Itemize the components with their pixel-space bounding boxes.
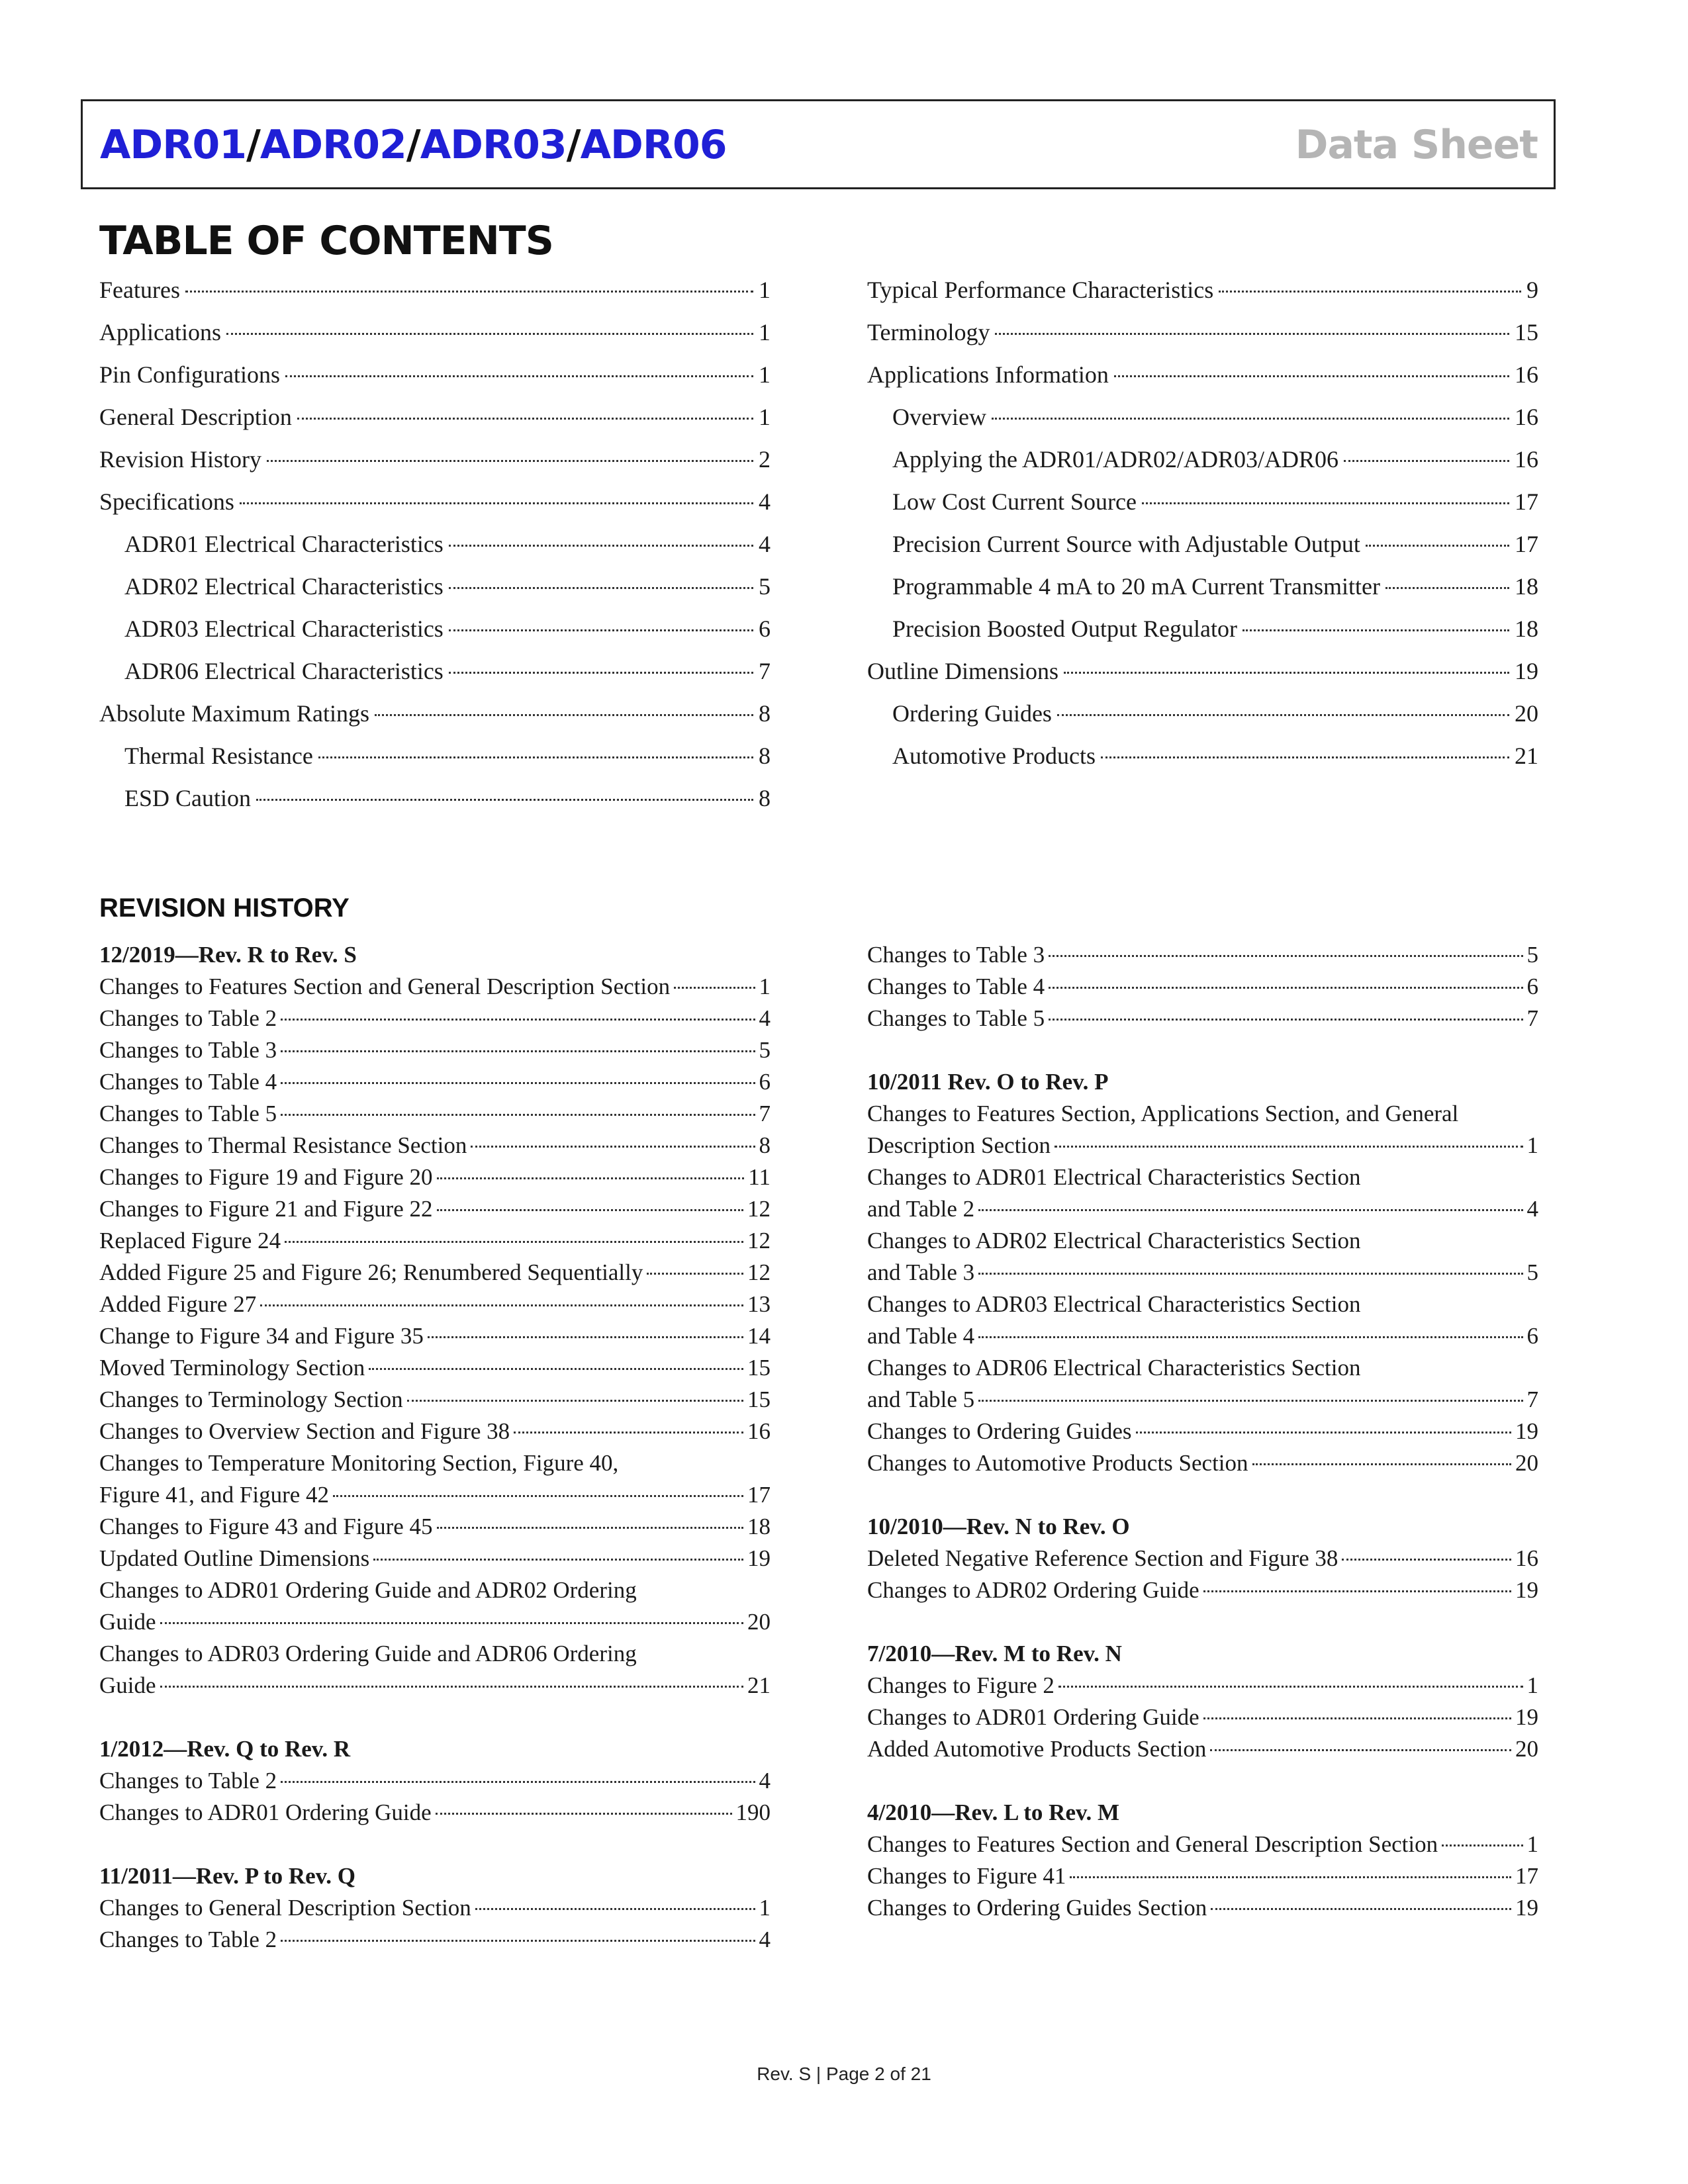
revision-entry-page: 19 bbox=[747, 1545, 771, 1571]
revision-entry-page: 1 bbox=[1526, 1672, 1538, 1698]
toc-entry[interactable] bbox=[99, 314, 771, 351]
part-separator: / bbox=[566, 122, 581, 168]
toc-entry-title: Automotive Products bbox=[892, 743, 1096, 769]
revision-entry[interactable] bbox=[99, 1923, 771, 1956]
toc-entry[interactable] bbox=[99, 398, 771, 435]
toc-entry-title: Thermal Resistance bbox=[124, 743, 313, 769]
dot-leader bbox=[992, 418, 1509, 420]
revision-entry[interactable] bbox=[867, 1669, 1538, 1702]
dot-leader bbox=[407, 1400, 743, 1402]
revision-entry-text: Guide bbox=[99, 1672, 156, 1698]
revision-heading: 1/2012—Rev. Q to Rev. R bbox=[99, 1736, 351, 1762]
toc-entry-page: 5 bbox=[759, 573, 771, 600]
revision-entry[interactable] bbox=[99, 1256, 771, 1289]
toc-entry[interactable] bbox=[867, 356, 1538, 393]
part-number-link[interactable]: ADR01 bbox=[100, 122, 246, 168]
dot-leader bbox=[1049, 987, 1523, 989]
dot-leader bbox=[281, 1082, 755, 1084]
revision-entry[interactable] bbox=[99, 1288, 771, 1321]
toc-entry-page: 8 bbox=[759, 743, 771, 769]
toc-entry[interactable] bbox=[99, 356, 771, 393]
page-header bbox=[81, 99, 1556, 189]
toc-entry-title: Precision Boosted Output Regulator bbox=[892, 615, 1237, 642]
revision-entry[interactable] bbox=[99, 1002, 771, 1035]
revision-entry-text: and Table 2 bbox=[867, 1196, 975, 1222]
toc-entry[interactable] bbox=[867, 398, 1538, 435]
revision-entry-page: 12 bbox=[747, 1228, 771, 1253]
dot-leader bbox=[449, 672, 753, 674]
document-type: Data Sheet bbox=[1295, 122, 1538, 168]
revision-entry-text: Changes to Figure 2 bbox=[867, 1672, 1055, 1698]
revision-entry-page: 1 bbox=[759, 974, 771, 999]
revision-entry-page: 15 bbox=[747, 1387, 771, 1412]
revision-entry[interactable] bbox=[867, 1891, 1538, 1925]
dot-leader bbox=[1252, 1463, 1511, 1465]
toc-entry-title: ESD Caution bbox=[124, 785, 252, 811]
revision-entry-page: 1 bbox=[759, 1895, 771, 1921]
toc-entry-title: Typical Performance Characteristics bbox=[867, 277, 1214, 303]
toc-entry-title: Programmable 4 mA to 20 mA Current Transmitter bbox=[892, 573, 1380, 600]
toc-entry-title: Terminology bbox=[867, 319, 990, 345]
revision-entry-page: 4 bbox=[759, 1927, 771, 1952]
toc-entry-title: ADR01 Electrical Characteristics bbox=[124, 531, 444, 557]
revision-entry[interactable] bbox=[99, 1479, 771, 1512]
dot-leader bbox=[1064, 672, 1509, 674]
toc-entry[interactable] bbox=[99, 441, 771, 478]
toc-entry[interactable] bbox=[867, 314, 1538, 351]
revision-entry[interactable] bbox=[99, 1669, 771, 1702]
revision-entry-text: Changes to Table 3 bbox=[867, 942, 1045, 968]
dot-leader bbox=[978, 1336, 1523, 1338]
revision-heading: 12/2019—Rev. R to Rev. S bbox=[99, 942, 357, 968]
revision-entry[interactable] bbox=[99, 1351, 771, 1385]
toc-entry[interactable] bbox=[867, 441, 1538, 478]
revision-entry-page: 19 bbox=[1515, 1418, 1538, 1444]
revision-entry[interactable] bbox=[99, 1193, 771, 1226]
revision-entry-page: 15 bbox=[747, 1355, 771, 1381]
toc-entry[interactable] bbox=[99, 737, 771, 774]
revision-entry[interactable] bbox=[99, 1415, 771, 1448]
dot-leader bbox=[160, 1622, 743, 1624]
revision-entry-page: 190 bbox=[735, 1799, 771, 1825]
toc-entry[interactable] bbox=[99, 568, 771, 605]
revision-entry-text: Added Figure 25 and Figure 26; Renumbered Sequentially bbox=[99, 1259, 643, 1285]
toc-entry-title: Ordering Guides bbox=[892, 700, 1052, 727]
revision-entry-page: 14 bbox=[747, 1323, 771, 1349]
dot-leader bbox=[1211, 1908, 1511, 1910]
toc-entry-page: 9 bbox=[1526, 277, 1538, 303]
revision-entry[interactable] bbox=[99, 1066, 771, 1099]
revision-entry[interactable] bbox=[99, 1034, 771, 1067]
revision-entry[interactable] bbox=[99, 1891, 771, 1925]
revision-entry-text: Changes to Figure 21 and Figure 22 bbox=[99, 1196, 433, 1222]
revision-entry-text: Changes to Terminology Section bbox=[99, 1387, 403, 1412]
dot-leader bbox=[375, 714, 753, 716]
revision-entry-page: 8 bbox=[759, 1132, 771, 1158]
toc-entry-title: General Description bbox=[99, 404, 292, 430]
toc-entry[interactable] bbox=[867, 483, 1538, 520]
dot-leader bbox=[978, 1400, 1523, 1402]
revision-heading: 11/2011—Rev. P to Rev. Q bbox=[99, 1863, 355, 1889]
revision-heading: 10/2011 Rev. O to Rev. P bbox=[867, 1069, 1109, 1095]
toc-entry-page: 4 bbox=[759, 488, 771, 515]
toc-entry[interactable] bbox=[867, 737, 1538, 774]
revision-entry-page: 12 bbox=[747, 1259, 771, 1285]
dot-leader bbox=[428, 1336, 743, 1338]
toc-entry-page: 1 bbox=[759, 404, 771, 430]
dot-leader bbox=[1055, 1146, 1523, 1148]
revision-entry-text: Changes to Table 2 bbox=[99, 1005, 277, 1031]
dot-leader bbox=[449, 545, 753, 547]
dot-leader bbox=[281, 1050, 755, 1052]
revision-entry-text: Changes to Ordering Guides Section bbox=[867, 1895, 1207, 1921]
revision-entry-page: 18 bbox=[747, 1514, 771, 1539]
dot-leader bbox=[281, 1114, 755, 1116]
dot-leader bbox=[285, 375, 753, 377]
revision-entry-line: Changes to ADR01 Electrical Characteristics Section bbox=[867, 1164, 1361, 1190]
dot-leader bbox=[1057, 714, 1509, 716]
dot-leader bbox=[318, 756, 753, 758]
revision-entry-text: Added Automotive Products Section bbox=[867, 1736, 1207, 1762]
dot-leader bbox=[226, 333, 753, 335]
toc-entry-page: 16 bbox=[1515, 404, 1538, 430]
dot-leader bbox=[1243, 629, 1509, 631]
revision-entry[interactable] bbox=[867, 1193, 1538, 1226]
toc-entry[interactable] bbox=[867, 271, 1538, 308]
toc-entry-page: 17 bbox=[1515, 531, 1538, 557]
toc-entry-title: Specifications bbox=[99, 488, 234, 515]
toc-entry-page: 1 bbox=[759, 277, 771, 303]
dot-leader bbox=[1442, 1844, 1523, 1846]
revision-entry-text: Guide bbox=[99, 1609, 156, 1635]
revision-entry-text: Change to Figure 34 and Figure 35 bbox=[99, 1323, 424, 1349]
revision-entry-text: Changes to Figure 43 and Figure 45 bbox=[99, 1514, 433, 1539]
toc-entry-title: Absolute Maximum Ratings bbox=[99, 700, 369, 727]
revision-entry[interactable] bbox=[867, 1129, 1538, 1162]
revision-entry[interactable] bbox=[99, 1510, 771, 1543]
revision-entry-text: Deleted Negative Reference Section and Figure 38 bbox=[867, 1545, 1338, 1571]
revision-entry[interactable] bbox=[867, 1860, 1538, 1893]
part-number-link[interactable]: ADR03 bbox=[420, 122, 567, 168]
revision-heading: 7/2010—Rev. M to Rev. N bbox=[867, 1641, 1122, 1666]
dot-leader bbox=[369, 1368, 743, 1370]
revision-entry[interactable] bbox=[867, 1574, 1538, 1607]
dot-leader bbox=[449, 587, 753, 589]
toc-entry-page: 6 bbox=[759, 615, 771, 642]
revision-entry-text: Description Section bbox=[867, 1132, 1051, 1158]
toc-entry-page: 17 bbox=[1515, 488, 1538, 515]
revision-entry-page: 11 bbox=[748, 1164, 771, 1190]
revision-entry-text: Changes to Table 2 bbox=[99, 1927, 277, 1952]
revision-entry-page: 5 bbox=[1526, 1259, 1538, 1285]
dot-leader bbox=[267, 460, 753, 462]
revision-entry-page: 7 bbox=[759, 1101, 771, 1126]
revision-entry-page: 5 bbox=[1526, 942, 1538, 968]
dot-leader bbox=[1203, 1717, 1511, 1719]
toc-entry[interactable] bbox=[867, 525, 1538, 563]
revision-history-title: REVISION HISTORY bbox=[99, 893, 350, 923]
toc-entry-page: 1 bbox=[759, 319, 771, 345]
toc-entry-page: 15 bbox=[1515, 319, 1538, 345]
revision-entry-text: Replaced Figure 24 bbox=[99, 1228, 281, 1253]
dot-leader bbox=[436, 1813, 732, 1815]
revision-entry-page: 17 bbox=[1515, 1863, 1538, 1889]
toc-entry-page: 16 bbox=[1515, 446, 1538, 473]
part-separator: / bbox=[406, 122, 420, 168]
dot-leader bbox=[160, 1686, 743, 1688]
revision-entry[interactable] bbox=[99, 1796, 771, 1829]
revision-entry[interactable] bbox=[867, 1415, 1538, 1448]
dot-leader bbox=[373, 1559, 743, 1561]
dot-leader bbox=[1366, 545, 1509, 547]
revision-entry[interactable] bbox=[867, 1383, 1538, 1416]
toc-entry[interactable] bbox=[99, 610, 771, 647]
dot-leader bbox=[1385, 587, 1509, 589]
dot-leader bbox=[297, 418, 753, 420]
toc-entry-page: 8 bbox=[759, 700, 771, 727]
revision-entry[interactable] bbox=[867, 1320, 1538, 1353]
revision-entry-text: Updated Outline Dimensions bbox=[99, 1545, 370, 1571]
revision-entry-page: 5 bbox=[759, 1037, 771, 1063]
toc-entry-page: 20 bbox=[1515, 700, 1538, 727]
revision-entry[interactable] bbox=[867, 1542, 1538, 1575]
revision-entry-page: 4 bbox=[759, 1768, 771, 1794]
revision-entry-line: Changes to Temperature Monitoring Section, Figure 40, bbox=[99, 1450, 619, 1476]
revision-entry-text: Changes to Figure 19 and Figure 20 bbox=[99, 1164, 433, 1190]
dot-leader bbox=[1058, 1686, 1523, 1688]
revision-entry-page: 20 bbox=[1515, 1450, 1538, 1476]
toc-entry[interactable] bbox=[867, 695, 1538, 732]
dot-leader bbox=[674, 987, 755, 989]
revision-entry-text: Changes to Overview Section and Figure 38 bbox=[99, 1418, 510, 1444]
revision-entry-line: Changes to ADR06 Electrical Characteristics Section bbox=[867, 1355, 1361, 1381]
revision-entry[interactable] bbox=[99, 1224, 771, 1257]
dot-leader bbox=[1049, 1019, 1523, 1021]
revision-entry-page: 1 bbox=[1526, 1132, 1538, 1158]
toc-entry-page: 16 bbox=[1515, 361, 1538, 388]
revision-entry[interactable] bbox=[867, 970, 1538, 1003]
toc-entry[interactable] bbox=[99, 525, 771, 563]
revision-entry[interactable] bbox=[867, 1828, 1538, 1861]
dot-leader bbox=[475, 1908, 755, 1910]
toc-entry-title: Applications bbox=[99, 319, 221, 345]
revision-entry-text: Changes to Automotive Products Section bbox=[867, 1450, 1248, 1476]
revision-entry-page: 16 bbox=[747, 1418, 771, 1444]
revision-entry-text: Changes to Features Section and General Description Section bbox=[99, 974, 671, 999]
dot-leader bbox=[281, 1781, 755, 1783]
revision-entry-line: Changes to ADR01 Ordering Guide and ADR02 Ordering bbox=[99, 1577, 637, 1603]
dot-leader bbox=[995, 333, 1509, 335]
toc-entry-title: Applications Information bbox=[867, 361, 1109, 388]
toc-entry-page: 7 bbox=[759, 658, 771, 684]
revision-entry-text: Changes to General Description Section bbox=[99, 1895, 471, 1921]
revision-entry[interactable] bbox=[99, 1764, 771, 1797]
toc-entry[interactable] bbox=[99, 653, 771, 690]
toc-entry[interactable] bbox=[867, 610, 1538, 647]
revision-entry-page: 4 bbox=[759, 1005, 771, 1031]
revision-entry-text: Changes to Table 2 bbox=[99, 1768, 277, 1794]
revision-heading: 4/2010—Rev. L to Rev. M bbox=[867, 1799, 1120, 1825]
dot-leader bbox=[1049, 955, 1523, 957]
revision-entry[interactable] bbox=[867, 1701, 1538, 1734]
revision-heading: 10/2010—Rev. N to Rev. O bbox=[867, 1514, 1130, 1539]
toc-entry-page: 18 bbox=[1515, 615, 1538, 642]
page-footer: Rev. S | Page 2 of 21 bbox=[757, 2064, 931, 2084]
revision-entry[interactable] bbox=[99, 1097, 771, 1130]
toc-entry-title: Pin Configurations bbox=[99, 361, 281, 388]
revision-entry-page: 20 bbox=[1515, 1736, 1538, 1762]
revision-entry-text: Added Figure 27 bbox=[99, 1291, 257, 1317]
revision-entry-text: Changes to Table 5 bbox=[867, 1005, 1045, 1031]
revision-entry-page: 12 bbox=[747, 1196, 771, 1222]
revision-entry-text: and Table 5 bbox=[867, 1387, 975, 1412]
dot-leader bbox=[1070, 1876, 1511, 1878]
revision-entry[interactable] bbox=[867, 1733, 1538, 1766]
dot-leader bbox=[333, 1495, 743, 1497]
revision-entry[interactable] bbox=[867, 1002, 1538, 1035]
revision-entry-text: Changes to Table 5 bbox=[99, 1101, 277, 1126]
revision-entry-text: Changes to ADR02 Ordering Guide bbox=[867, 1577, 1199, 1603]
toc-entry-title: Low Cost Current Source bbox=[892, 488, 1137, 515]
dot-leader bbox=[285, 1241, 743, 1243]
part-number-link[interactable]: ADR02 bbox=[259, 122, 406, 168]
dot-leader bbox=[281, 1019, 755, 1021]
revision-entry-page: 6 bbox=[1526, 1323, 1538, 1349]
revision-entry-text: Changes to ADR01 Ordering Guide bbox=[867, 1704, 1199, 1730]
dot-leader bbox=[1114, 375, 1509, 377]
revision-entry-text: Changes to Ordering Guides bbox=[867, 1418, 1132, 1444]
toc-entry-page: 4 bbox=[759, 531, 771, 557]
revision-entry-text: Changes to Table 4 bbox=[867, 974, 1045, 999]
toc-entry-title: Outline Dimensions bbox=[867, 658, 1058, 684]
revision-entry-page: 7 bbox=[1526, 1387, 1538, 1412]
revision-entry-page: 7 bbox=[1526, 1005, 1538, 1031]
revision-entry-text: Moved Terminology Section bbox=[99, 1355, 365, 1381]
toc-entry-page: 18 bbox=[1515, 573, 1538, 600]
revision-entry-page: 19 bbox=[1515, 1577, 1538, 1603]
revision-entry[interactable] bbox=[99, 970, 771, 1003]
toc-entry-title: Overview bbox=[892, 404, 986, 430]
revision-entry[interactable] bbox=[99, 1161, 771, 1194]
dot-leader bbox=[1101, 756, 1509, 758]
revision-entry[interactable] bbox=[99, 1606, 771, 1639]
revision-entry[interactable] bbox=[867, 938, 1538, 972]
dot-leader bbox=[1142, 502, 1509, 504]
revision-entry-page: 6 bbox=[759, 1069, 771, 1095]
revision-entry-page: 19 bbox=[1515, 1895, 1538, 1921]
dot-leader bbox=[437, 1177, 745, 1179]
dot-leader bbox=[260, 1304, 743, 1306]
dot-leader bbox=[185, 291, 753, 293]
revision-entry-line: Changes to ADR03 Electrical Characteristics Section bbox=[867, 1291, 1361, 1317]
dot-leader bbox=[471, 1146, 755, 1148]
dot-leader bbox=[1210, 1749, 1511, 1751]
toc-entry-page: 1 bbox=[759, 361, 771, 388]
dot-leader bbox=[978, 1273, 1523, 1275]
revision-entry[interactable] bbox=[867, 1447, 1538, 1480]
revision-entry-text: Changes to ADR01 Ordering Guide bbox=[99, 1799, 432, 1825]
dot-leader bbox=[1203, 1590, 1511, 1592]
revision-entry-page: 20 bbox=[747, 1609, 771, 1635]
dot-leader bbox=[449, 629, 753, 631]
dot-leader bbox=[1344, 460, 1509, 462]
part-numbers bbox=[100, 122, 727, 168]
toc-entry-page: 8 bbox=[759, 785, 771, 811]
toc-entry[interactable] bbox=[867, 653, 1538, 690]
dot-leader bbox=[978, 1209, 1523, 1211]
revision-entry-text: Figure 41, and Figure 42 bbox=[99, 1482, 330, 1508]
revision-entry-page: 19 bbox=[1515, 1704, 1538, 1730]
revision-entry-page: 1 bbox=[1526, 1831, 1538, 1857]
dot-leader bbox=[1219, 291, 1521, 293]
dot-leader bbox=[281, 1940, 755, 1942]
revision-entry-page: 13 bbox=[747, 1291, 771, 1317]
revision-entry-line: Changes to Features Section, Applications Section, and General bbox=[867, 1101, 1459, 1126]
toc-entry-title: Revision History bbox=[99, 446, 262, 473]
revision-entry-page: 16 bbox=[1515, 1545, 1538, 1571]
revision-entry-page: 21 bbox=[747, 1672, 771, 1698]
revision-entry-page: 6 bbox=[1526, 974, 1538, 999]
revision-entry-text: Changes to Thermal Resistance Section bbox=[99, 1132, 467, 1158]
revision-entry-page: 4 bbox=[1526, 1196, 1538, 1222]
revision-entry[interactable] bbox=[99, 1129, 771, 1162]
revision-entry-line: Changes to ADR02 Electrical Characteristics Section bbox=[867, 1228, 1361, 1253]
toc-entry[interactable] bbox=[99, 483, 771, 520]
toc-entry-title: Applying the ADR01/ADR02/ADR03/ADR06 bbox=[892, 446, 1339, 473]
revision-entry-text: Changes to Table 3 bbox=[99, 1037, 277, 1063]
revision-entry[interactable] bbox=[867, 1256, 1538, 1289]
toc-entry[interactable] bbox=[99, 271, 771, 308]
dot-leader bbox=[437, 1209, 743, 1211]
revision-entry[interactable] bbox=[99, 1383, 771, 1416]
revision-entry-text: Changes to Table 4 bbox=[99, 1069, 277, 1095]
toc-entry-title: Precision Current Source with Adjustable Output bbox=[892, 531, 1360, 557]
revision-entry-text: and Table 4 bbox=[867, 1323, 975, 1349]
toc-entry[interactable] bbox=[99, 695, 771, 732]
revision-entry[interactable] bbox=[99, 1320, 771, 1353]
dot-leader bbox=[256, 799, 753, 801]
toc-entry-page: 19 bbox=[1515, 658, 1538, 684]
part-separator: / bbox=[246, 122, 260, 168]
revision-entry-line: Changes to ADR03 Ordering Guide and ADR06 Ordering bbox=[99, 1641, 637, 1666]
toc-entry-title: ADR03 Electrical Characteristics bbox=[124, 615, 444, 642]
toc-entry-title: Features bbox=[99, 277, 180, 303]
dot-leader bbox=[1342, 1559, 1511, 1561]
revision-entry-text: Changes to Features Section and General Description Section bbox=[867, 1831, 1438, 1857]
toc-title: TABLE OF CONTENTS bbox=[99, 218, 553, 264]
dot-leader bbox=[240, 502, 753, 504]
dot-leader bbox=[1136, 1432, 1511, 1433]
toc-entry-title: ADR02 Electrical Characteristics bbox=[124, 573, 444, 600]
revision-entry-page: 17 bbox=[747, 1482, 771, 1508]
dot-leader bbox=[647, 1273, 743, 1275]
toc-entry-title: ADR06 Electrical Characteristics bbox=[124, 658, 444, 684]
toc-entry[interactable] bbox=[867, 568, 1538, 605]
dot-leader bbox=[514, 1432, 743, 1433]
dot-leader bbox=[437, 1527, 743, 1529]
toc-entry-page: 21 bbox=[1515, 743, 1538, 769]
part-number-link[interactable]: ADR06 bbox=[580, 122, 727, 168]
toc-entry-page: 2 bbox=[759, 446, 771, 473]
revision-entry[interactable] bbox=[99, 1542, 771, 1575]
toc-entry[interactable] bbox=[99, 780, 771, 817]
revision-entry-text: and Table 3 bbox=[867, 1259, 975, 1285]
revision-entry-text: Changes to Figure 41 bbox=[867, 1863, 1066, 1889]
